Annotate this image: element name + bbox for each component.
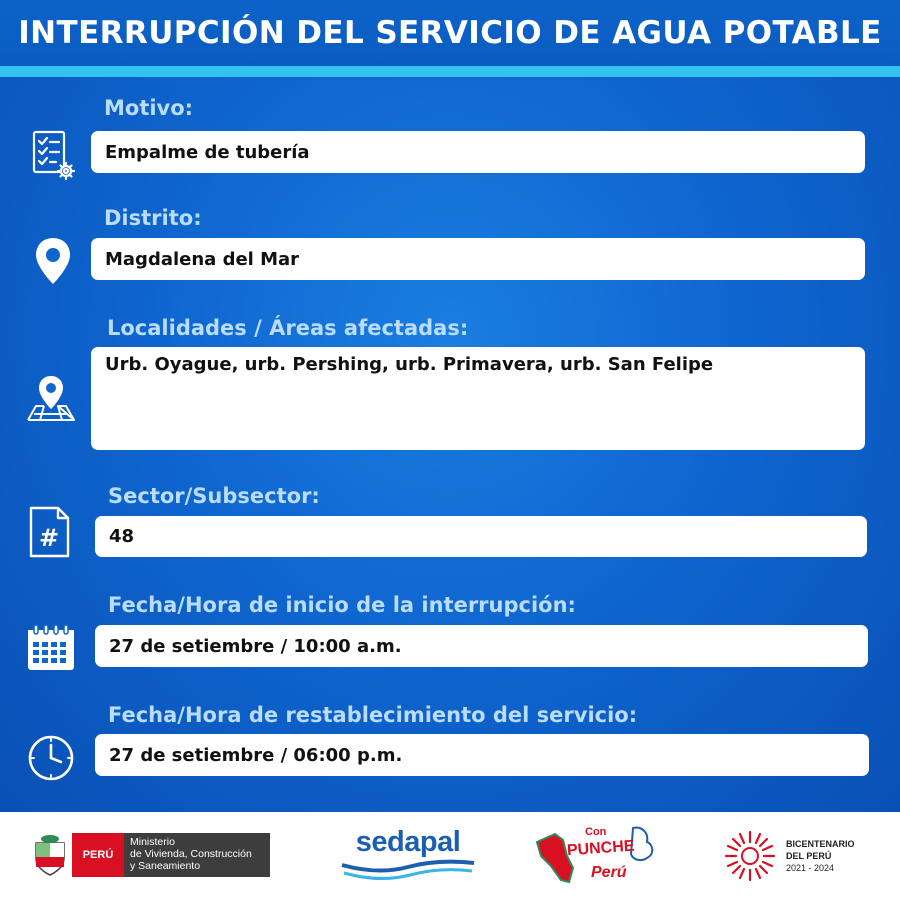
- sector-label: Sector/Subsector:: [108, 484, 320, 508]
- ministry-line2: de Vivienda, Construcción: [130, 848, 252, 860]
- bicentenario-line3: 2021 - 2024: [786, 863, 835, 873]
- start-datetime-field: 27 de setiembre / 10:00 a.m.: [95, 625, 868, 667]
- start-datetime-label: Fecha/Hora de inicio de la interrupción:: [108, 593, 576, 617]
- peru-badge: PERÚ: [72, 833, 124, 877]
- footer-logos: [0, 812, 900, 900]
- restore-datetime-label: Fecha/Hora de restablecimiento del servicio:: [108, 703, 638, 727]
- con-punche-peru-logo: [533, 820, 663, 894]
- punche-peru: Perú: [591, 864, 627, 881]
- affected-areas-label: Localidades / Áreas afectadas:: [107, 316, 469, 340]
- affected-areas-field: Urb. Oyague, urb. Pershing, urb. Primavera, urb. San Felipe: [91, 347, 865, 450]
- calendar-icon: [24, 622, 78, 676]
- ministry-line3: y Saneamiento: [130, 860, 201, 872]
- header-accent-line: [0, 66, 900, 77]
- bicentenario-logo: [722, 828, 872, 884]
- sedapal-logo: [338, 826, 478, 886]
- page-title: INTERRUPCIÓN DEL SERVICIO DE AGUA POTABLE: [18, 15, 882, 51]
- checklist-gear-icon: [26, 128, 80, 182]
- bicentenario-text: [786, 838, 855, 874]
- ministry-line1: Ministerio: [130, 836, 175, 848]
- svg-text:#: #: [38, 524, 60, 552]
- punche-con: Con: [585, 826, 607, 838]
- header-bar: [0, 0, 900, 66]
- punche-word: PUNCHE: [566, 837, 636, 860]
- bicentenario-emblem-icon: [722, 828, 778, 884]
- peru-coat-of-arms-icon: [30, 833, 70, 877]
- district-field: Magdalena del Mar: [91, 238, 865, 280]
- reason-field: Empalme de tubería: [91, 131, 865, 173]
- sector-field: 48: [95, 516, 867, 557]
- government-logo: [30, 833, 270, 877]
- reason-label: Motivo:: [104, 96, 194, 120]
- sedapal-wordmark: sedapal: [355, 826, 461, 858]
- wave-icon: [338, 859, 478, 881]
- district-label: Distrito:: [104, 206, 202, 230]
- restore-datetime-field: 27 de setiembre / 06:00 p.m.: [95, 734, 869, 776]
- map-pin-icon: [24, 372, 78, 426]
- bicentenario-line2: DEL PERÚ: [786, 851, 832, 861]
- bicentenario-line1: BICENTENARIO: [786, 839, 855, 849]
- clock-icon: [24, 731, 78, 785]
- hash-document-icon: [22, 505, 76, 559]
- ministry-name: [124, 833, 270, 877]
- location-pin-icon: [26, 234, 80, 288]
